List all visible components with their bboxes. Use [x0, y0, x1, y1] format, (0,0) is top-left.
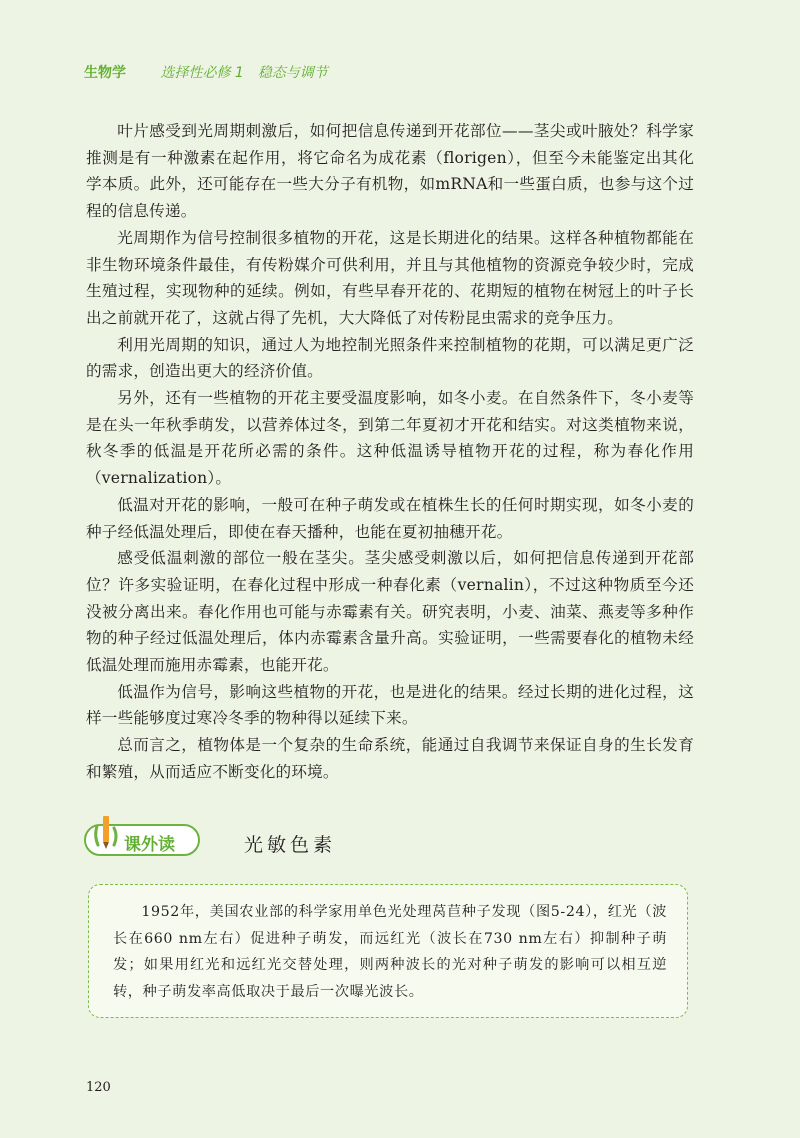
paragraph: 另外，还有一些植物的开花主要受温度影响，如冬小麦。在自然条件下，冬小麦等是在头一年秋季萌发，以营养体过冬，到第二年夏初才开花和结实。对这类植物来说，秋冬季的低温是开花所必需的条件。这种低温诱导植物开花的过程，称为春化作用（vernalization）。 — [86, 389, 694, 488]
page-number: 120 — [86, 1080, 111, 1095]
paragraph: 低温作为信号，影响这些植物的开花，也是进化的结果。经过长期的进化过程，这样一些能够度过寒冷冬季的物种得以延续下来。 — [86, 682, 694, 728]
extra-reading-heading — [84, 818, 484, 862]
reading-text: 1952年，美国农业部的科学家用单色光处理莴苣种子发现（图5-24），红光（波长在660 nm左右）促进种子萌发，而远红光（波长在730 nm左右）抑制种子萌发；如果用红光和远红光交替处理，则两种波长的光对种子萌发的影响可以相互逆转，种子萌发率高低取决于最后一次曝光波长。 — [113, 904, 667, 1000]
paragraph: 叶片感受到光周期刺激后，如何把信息传递到开花部位——茎尖或叶腋处？科学家推测是有一种激素在起作用，将它命名为成花素（florigen），但至今未能鉴定出其化学本质。此外，还可能存在一些大分子有机物，如mRNA和一些蛋白质，也参与这个过程的信息传递。 — [86, 122, 694, 221]
extra-reading-badge — [84, 824, 200, 856]
paragraph: 利用光周期的知识，通过人为地控制光照条件来控制植物的花期，可以满足更广泛的需求，创造出更大的经济价值。 — [86, 335, 694, 381]
paragraph: 低温对开花的影响，一般可在种子萌发或在植株生长的任何时期实现，如冬小麦的种子经低温处理后，即使在春天播种，也能在夏初抽穗开花。 — [86, 495, 694, 541]
paragraph: 感受低温刺激的部位一般在茎尖。茎尖感受刺激以后，如何把信息传递到开花部位？许多实验证明，在春化过程中形成一种春化素（vernalin），不过这种物质至今还没被分离出来。春化作用也可能与赤霉素有关。研究表明，小麦、油菜、燕麦等多种作物的种子经过低温处理后，体内赤霉素含量升高。实验证明，一些需要春化的植物未经低温处理而施用赤霉素，也能开花。 — [86, 549, 694, 675]
reading-title: 光敏色素 — [244, 834, 337, 856]
running-header — [84, 62, 328, 82]
paragraph: 总而言之，植物体是一个复杂的生命系统，能通过自我调节来保证自身的生长发育和繁殖，从而适应不断变化的环境。 — [86, 736, 694, 781]
pencil-icon — [92, 812, 122, 856]
header-subject: 生物学 — [84, 65, 126, 81]
paragraph: 光周期作为信号控制很多植物的开花，这是长期进化的结果。这样各种植物都能在非生物环境条件最佳，有传粉媒介可供利用，并且与其他植物的资源竞争较少时，完成生殖过程，实现物种的延续。例如，有些早春开花的、花期短的植物在树冠上的叶子长出之前就开花了，这就占得了先机，大大降低了对传粉昆虫需求的竞争压力。 — [86, 228, 694, 327]
badge-label: 课外读 — [124, 835, 175, 855]
main-text — [86, 118, 694, 786]
header-book-title: 选择性必修 1 稳态与调节 — [160, 65, 328, 81]
reading-box — [88, 884, 688, 1018]
